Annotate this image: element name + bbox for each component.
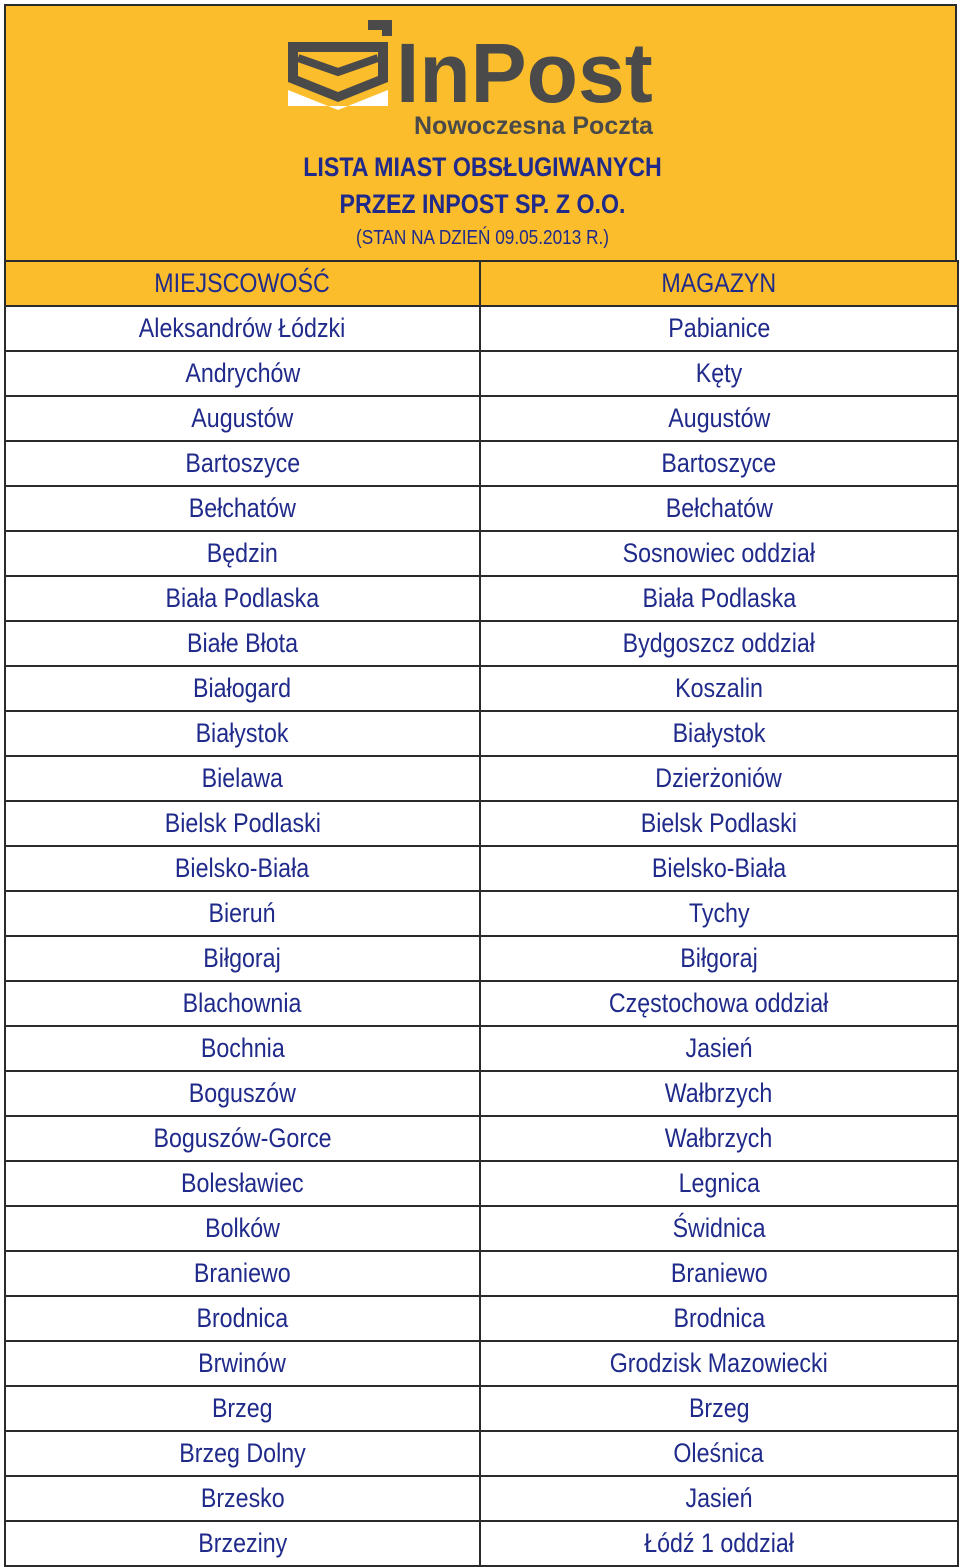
envelope-icon (288, 20, 392, 110)
table-row (5, 891, 958, 936)
city-cell: Bolesławiec (5, 1161, 480, 1206)
warehouse-cell: Oleśnica (480, 1431, 958, 1476)
warehouse-cell: Wałbrzych (480, 1116, 958, 1161)
warehouse-cell: Częstochowa oddział (480, 981, 958, 1026)
city-cell: Aleksandrów Łódzki (5, 306, 480, 351)
table-row (5, 981, 958, 1026)
city-cell: Brzeg Dolny (5, 1431, 480, 1476)
table-row (5, 846, 958, 891)
table-row (5, 801, 958, 846)
table-row (5, 1206, 958, 1251)
warehouse-cell: Białystok (480, 711, 958, 756)
city-cell: Blachownia (5, 981, 480, 1026)
warehouse-cell: Świdnica (480, 1206, 958, 1251)
table-row (5, 531, 958, 576)
warehouse-cell: Jasień (480, 1476, 958, 1521)
column-header-magazyn: MAGAZYN (480, 261, 958, 306)
table-row (5, 1296, 958, 1341)
table-row (5, 576, 958, 621)
warehouse-cell: Tychy (480, 891, 958, 936)
table-row (5, 711, 958, 756)
table-row (5, 621, 958, 666)
table-row (5, 1161, 958, 1206)
warehouse-cell: Łódź 1 oddział (480, 1521, 958, 1566)
warehouse-cell: Dzierżoniów (480, 756, 958, 801)
warehouse-cell: Braniewo (480, 1251, 958, 1296)
city-cell: Bielsk Podlaski (5, 801, 480, 846)
warehouse-cell: Pabianice (480, 306, 958, 351)
table-row (5, 351, 958, 396)
table-row (5, 666, 958, 711)
warehouse-cell: Grodzisk Mazowiecki (480, 1341, 958, 1386)
city-cell: Brzeg (5, 1386, 480, 1431)
warehouse-cell: Bydgoszcz oddział (480, 621, 958, 666)
city-cell: Brzeziny (5, 1521, 480, 1566)
city-cell: Augustów (5, 396, 480, 441)
table-row (5, 1386, 958, 1431)
table-row (5, 1341, 958, 1386)
warehouse-cell: Augustów (480, 396, 958, 441)
warehouse-cell: Legnica (480, 1161, 958, 1206)
page-title-line-2: PRZEZ INPOST SP. Z O.O. (339, 189, 626, 219)
table-header-row (5, 261, 958, 306)
table-row (5, 756, 958, 801)
city-cell: Bielsko-Biała (5, 846, 480, 891)
cities-table-body (5, 261, 958, 1566)
city-cell: Boguszów-Gorce (5, 1116, 480, 1161)
page-title-line-1: LISTA MIAST OBSŁUGIWANYCH (303, 152, 662, 182)
city-cell: Bartoszyce (5, 441, 480, 486)
table-row (5, 1026, 958, 1071)
warehouse-cell: Kęty (480, 351, 958, 396)
city-cell: Bełchatów (5, 486, 480, 531)
inpost-logo (284, 20, 694, 140)
city-cell: Andrychów (5, 351, 480, 396)
warehouse-cell: Wałbrzych (480, 1071, 958, 1116)
warehouse-cell: Bartoszyce (480, 441, 958, 486)
warehouse-cell: Sosnowiec oddział (480, 531, 958, 576)
warehouse-cell: Brzeg (480, 1386, 958, 1431)
table-row (5, 1116, 958, 1161)
logo-wordmark: InPost (396, 26, 653, 120)
city-cell: Bochnia (5, 1026, 480, 1071)
city-cell: Boguszów (5, 1071, 480, 1116)
city-cell: Braniewo (5, 1251, 480, 1296)
warehouse-cell: Jasień (480, 1026, 958, 1071)
table-row (5, 396, 958, 441)
city-cell: Brodnica (5, 1296, 480, 1341)
cities-table (4, 260, 959, 1567)
table-row (5, 486, 958, 531)
city-cell: Będzin (5, 531, 480, 576)
table-row (5, 1251, 958, 1296)
city-cell: Bieruń (5, 891, 480, 936)
table-row (5, 1476, 958, 1521)
city-cell: Białogard (5, 666, 480, 711)
warehouse-cell: Koszalin (480, 666, 958, 711)
warehouse-cell: Bielsko-Biała (480, 846, 958, 891)
warehouse-cell: Biała Podlaska (480, 576, 958, 621)
city-cell: Brwinów (5, 1341, 480, 1386)
city-cell: Brzesko (5, 1476, 480, 1521)
warehouse-cell: Bełchatów (480, 486, 958, 531)
table-row (5, 1521, 958, 1566)
city-cell: Bielawa (5, 756, 480, 801)
warehouse-cell: Biłgoraj (480, 936, 958, 981)
table-row (5, 1431, 958, 1476)
city-cell: Białystok (5, 711, 480, 756)
city-cell: Biała Podlaska (5, 576, 480, 621)
header-banner (4, 4, 957, 260)
table-row (5, 936, 958, 981)
table-row (5, 1071, 958, 1116)
city-cell: Bolków (5, 1206, 480, 1251)
warehouse-cell: Bielsk Podlaski (480, 801, 958, 846)
logo-tagline: Nowoczesna Poczta (414, 112, 653, 140)
table-row (5, 441, 958, 486)
page-title-date: (STAN NA DZIEŃ 09.05.2013 R.) (355, 227, 610, 249)
city-cell: Biłgoraj (5, 936, 480, 981)
table-row (5, 306, 958, 351)
city-cell: Białe Błota (5, 621, 480, 666)
warehouse-cell: Brodnica (480, 1296, 958, 1341)
column-header-miejscowosc: MIEJSCOWOŚĆ (5, 261, 480, 306)
